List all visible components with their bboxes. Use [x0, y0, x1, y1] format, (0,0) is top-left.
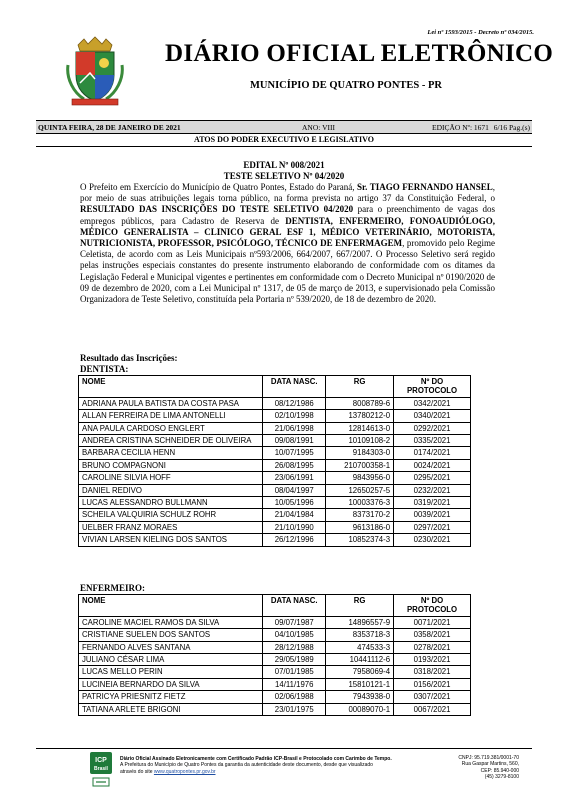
table-row [79, 484, 471, 496]
edital-number: EDITAL Nº 008/2021 [243, 160, 325, 170]
issue-edition: EDIÇÃO Nº: 1671 [432, 123, 489, 132]
cell-name: ANDREA CRISTINA SCHNEIDER DE OLIVEIRA [79, 435, 263, 447]
cell-protocol: 0156/2021 [394, 678, 471, 690]
cell-protocol: 0319/2021 [394, 497, 471, 509]
col-rg-header: RG [326, 376, 394, 398]
col-rg-header: RG [326, 595, 394, 617]
footer-phone: (45) 3279-8100 [484, 774, 519, 781]
cell-rg: 00089070-1 [326, 703, 394, 715]
cell-rg: 12814613-0 [326, 422, 394, 434]
cell-protocol: 0071/2021 [394, 616, 471, 628]
col-name-header: NOME [79, 595, 263, 617]
footer-line-2: A Prefeitura do Município de Quatro Pontes da garantia da autenticidade deste documento, desde que visualizado [120, 762, 373, 769]
cell-protocol: 0174/2021 [394, 447, 471, 459]
cell-protocol: 0232/2021 [394, 484, 471, 496]
footer-line-1: Diário Oficial Assinado Eletronicamente com Certificado Padrão ICP-Brasil e Protocolado com Carimbo de Tempo. [120, 756, 392, 762]
cell-protocol: 0318/2021 [394, 666, 471, 678]
footer-divider [36, 748, 532, 749]
cell-protocol: 0292/2021 [394, 422, 471, 434]
cell-rg: 9184303-0 [326, 447, 394, 459]
cell-rg: 12650257-5 [326, 484, 394, 496]
cell-protocol: 0340/2021 [394, 410, 471, 422]
cell-name: CAROLINE MACIEL RAMOS DA SILVA [79, 616, 263, 628]
cell-birth: 10/05/1996 [263, 497, 326, 509]
cell-protocol: 0297/2021 [394, 521, 471, 533]
footer-cnpj: CNPJ: 95.719.381/0001-70 [458, 755, 519, 761]
cell-rg: 10109108-2 [326, 435, 394, 447]
body-text-bold: DENTISTA, ENFERMEIRO, FONOAUDIÓLOGO, MÉDICO GENERALISTA – CLINICO GERAL ESF 1, MÉDICO VETERINÁRIO, MOTORISTA, NUTRICIONISTA, PROFESSOR, PSICÓLOGO, TÉCNICO DE ENFERMAGEM [80, 215, 495, 249]
results-heading: Resultado das Inscrições: [80, 353, 178, 363]
body-text-bold: Sr. TIAGO FERNANDO HANSEL [356, 182, 493, 192]
municipality-subtitle: MUNICÍPIO DE QUATRO PONTES - PR [250, 80, 443, 91]
cell-rg: 210700358-1 [326, 459, 394, 471]
cell-name: TATIANA ARLETE BRIGONI [79, 703, 263, 715]
issue-year: ANO: VIII [302, 123, 335, 132]
cell-protocol: 0278/2021 [394, 641, 471, 653]
table-row [79, 509, 471, 521]
table-row [79, 629, 471, 641]
cell-birth: 09/08/1991 [263, 435, 326, 447]
cell-birth: 09/07/1987 [263, 616, 326, 628]
cell-protocol: 0358/2021 [394, 629, 471, 641]
enfermeiro-table [78, 594, 471, 716]
cell-name: DANIEL REDIVO [79, 484, 263, 496]
enfermeiro-title: ENFERMEIRO: [80, 583, 145, 593]
cell-birth: 07/01/1985 [263, 666, 326, 678]
footer-line-3 [120, 769, 440, 775]
body-text: O Prefeito em Exercício do Município de Quatro Pontes, Estado do Paraná, [80, 182, 357, 192]
cell-rg: 10852374-3 [326, 534, 394, 546]
table-row [79, 497, 471, 509]
table-row [79, 459, 471, 471]
col-birth-header: DATA NASC. [263, 376, 326, 398]
table-row [79, 703, 471, 715]
section-title: ATOS DO PODER EXECUTIVO E LEGISLATIVO [36, 135, 532, 147]
icp-brasil-logo-icon [90, 752, 112, 788]
cell-birth: 10/07/1995 [263, 447, 326, 459]
cell-birth: 21/06/1998 [263, 422, 326, 434]
footer-cep: CEP: 85.940-000 [480, 767, 519, 774]
info-bar [36, 120, 532, 134]
cell-birth: 26/12/1996 [263, 534, 326, 546]
cell-protocol: 0067/2021 [394, 703, 471, 715]
cell-rg: 7943938-0 [326, 691, 394, 703]
edital-heading [36, 160, 532, 182]
cell-rg: 15810121-1 [326, 678, 394, 690]
table-row [79, 666, 471, 678]
cell-birth: 29/05/1989 [263, 654, 326, 666]
table-row [79, 616, 471, 628]
cell-name: CRISTIANE SUELEN DOS SANTOS [79, 629, 263, 641]
cell-birth: 04/10/1985 [263, 629, 326, 641]
footer-line-3-prefix: através do site [120, 768, 154, 775]
svg-text:Brasil: Brasil [94, 766, 108, 772]
cell-name: BARBARA CECILIA HENN [79, 447, 263, 459]
cell-birth: 28/12/1988 [263, 641, 326, 653]
table-row [79, 534, 471, 546]
cell-birth: 26/08/1995 [263, 459, 326, 471]
cell-name: BRUNO COMPAGNONI [79, 459, 263, 471]
body-text: , por meio de suas atribuições legais torna público, na forma prevista no artigo 37 da Constituição Federal, o [80, 182, 496, 204]
cell-name: VIVIAN LARSEN KIELING DOS SANTOS [79, 534, 263, 546]
col-name-header: NOME [79, 376, 263, 398]
cell-protocol: 0230/2021 [394, 534, 471, 546]
cell-protocol: 0335/2021 [394, 435, 471, 447]
body-text: , promovido pelo Regime Celetista, de acordo com as Leis Municipais nº593/2006, 664/2007, 667/2007. O Processo Seletivo será regido pelas instruções especiais constantes do presente instrumento elaborando de conformidade com os ditames da Legislação Federal e Municipal vigentes e pertinentes em conformidade com o Decreto Municipal nº 0190/2020 de 09 de dezembro de 2020, com a Lei Municipal nº 1317, de 05 de março de 2013, e supervisionado pela Comissão Organizadora de Teste Seletivo, constituída pela Portaria nº 539/2020, de 18 de dezembro de 2020. [80, 238, 495, 305]
cell-name: SCHEILA VALQUIRIA SCHULZ ROHR [79, 509, 263, 521]
footer-notice [120, 756, 440, 775]
cell-name: LUCAS MELLO PERIN [79, 666, 263, 678]
table-row [79, 435, 471, 447]
cell-birth: 21/10/1990 [263, 521, 326, 533]
table-row [79, 472, 471, 484]
site-link[interactable]: www.quatropontes.pr.gov.br [153, 768, 216, 775]
dentista-title: DENTISTA: [80, 364, 129, 374]
cell-rg: 10003376-3 [326, 497, 394, 509]
cell-rg: 14896557-9 [326, 616, 394, 628]
table-row [79, 641, 471, 653]
cell-name: CAROLINE SILVIA HOFF [79, 472, 263, 484]
cell-name: PATRICYA PRIESNITZ FIETZ [79, 691, 263, 703]
cell-rg: 8008789-6 [326, 397, 394, 409]
table-row [79, 654, 471, 666]
cell-birth: 02/10/1998 [263, 410, 326, 422]
cell-name: FERNANDO ALVES SANTANA [79, 641, 263, 653]
cell-name: UELBER FRANZ MORAES [79, 521, 263, 533]
footer-address: Rua Gaspar Martins, 560, [461, 761, 519, 768]
footer-contact [458, 755, 519, 781]
table-row [79, 410, 471, 422]
col-birth-header: DATA NASC. [263, 595, 326, 617]
col-protocol-header: Nº DO PROTOCOLO [394, 376, 471, 398]
cell-rg: 9843956-0 [326, 472, 394, 484]
table-header-row [79, 376, 471, 398]
body-text-bold: RESULTADO DAS INSCRIÇÕES DO TESTE SELETIVO 04/2020 [80, 204, 354, 215]
cell-birth: 02/06/1988 [263, 691, 326, 703]
table-row [79, 691, 471, 703]
cell-rg: 10441112-6 [326, 654, 394, 666]
col-protocol-header: Nº DO PROTOCOLO [394, 595, 471, 617]
table-row [79, 521, 471, 533]
dentista-table [78, 375, 471, 547]
cell-birth: 08/12/1986 [263, 397, 326, 409]
municipal-coat-of-arms-icon [66, 35, 124, 107]
cell-birth: 23/01/1975 [263, 703, 326, 715]
cell-protocol: 0024/2021 [394, 459, 471, 471]
table-row [79, 397, 471, 409]
table-header-row [79, 595, 471, 617]
cell-rg: 7958069-4 [326, 666, 394, 678]
cell-name: LUCINEIA BERNARDO DA SILVA [79, 678, 263, 690]
cell-protocol: 0342/2021 [394, 397, 471, 409]
edital-test-number: TESTE SELETIVO Nº 04/2020 [223, 171, 345, 181]
cell-name: ANA PAULA CARDOSO ENGLERT [79, 422, 263, 434]
cell-rg: 13780212-0 [326, 410, 394, 422]
table-row [79, 678, 471, 690]
edital-body [80, 182, 495, 305]
cell-protocol: 0193/2021 [394, 654, 471, 666]
cell-birth: 21/04/1984 [263, 509, 326, 521]
cell-rg: 8373170-2 [326, 509, 394, 521]
law-reference: Lei nº 1593/2015 - Decreto nº 034/2015. [427, 29, 534, 36]
cell-birth: 08/04/1997 [263, 484, 326, 496]
cell-rg: 8353718-3 [326, 629, 394, 641]
cell-rg: 474533-3 [326, 641, 394, 653]
cell-protocol: 0307/2021 [394, 691, 471, 703]
cell-birth: 23/06/1991 [263, 472, 326, 484]
cell-name: ALLAN FERREIRA DE LIMA ANTONELLI [79, 410, 263, 422]
cell-name: LUCAS ALESSANDRO BULLMANN [79, 497, 263, 509]
cell-rg: 9613186-0 [326, 521, 394, 533]
svg-text:ICP: ICP [95, 757, 107, 764]
cell-protocol: 0039/2021 [394, 509, 471, 521]
issue-date: QUINTA FEIRA, 28 DE JANEIRO DE 2021 [38, 123, 181, 132]
cell-birth: 14/11/1976 [263, 678, 326, 690]
cell-protocol: 0295/2021 [394, 472, 471, 484]
body-text: para o preenchimento de vagas dos empregos públicos, para Cadastro de Reserva de [80, 204, 495, 226]
cell-name: JULIANO CÉSAR LIMA [79, 654, 263, 666]
table-row [79, 447, 471, 459]
issue-pages: 6/16 Pag.(s) [493, 123, 530, 132]
cell-name: ADRIANA PAULA BATISTA DA COSTA PASA [79, 397, 263, 409]
gazette-title: DIÁRIO OFICIAL ELETRÔNICO [165, 40, 554, 67]
table-row [79, 422, 471, 434]
